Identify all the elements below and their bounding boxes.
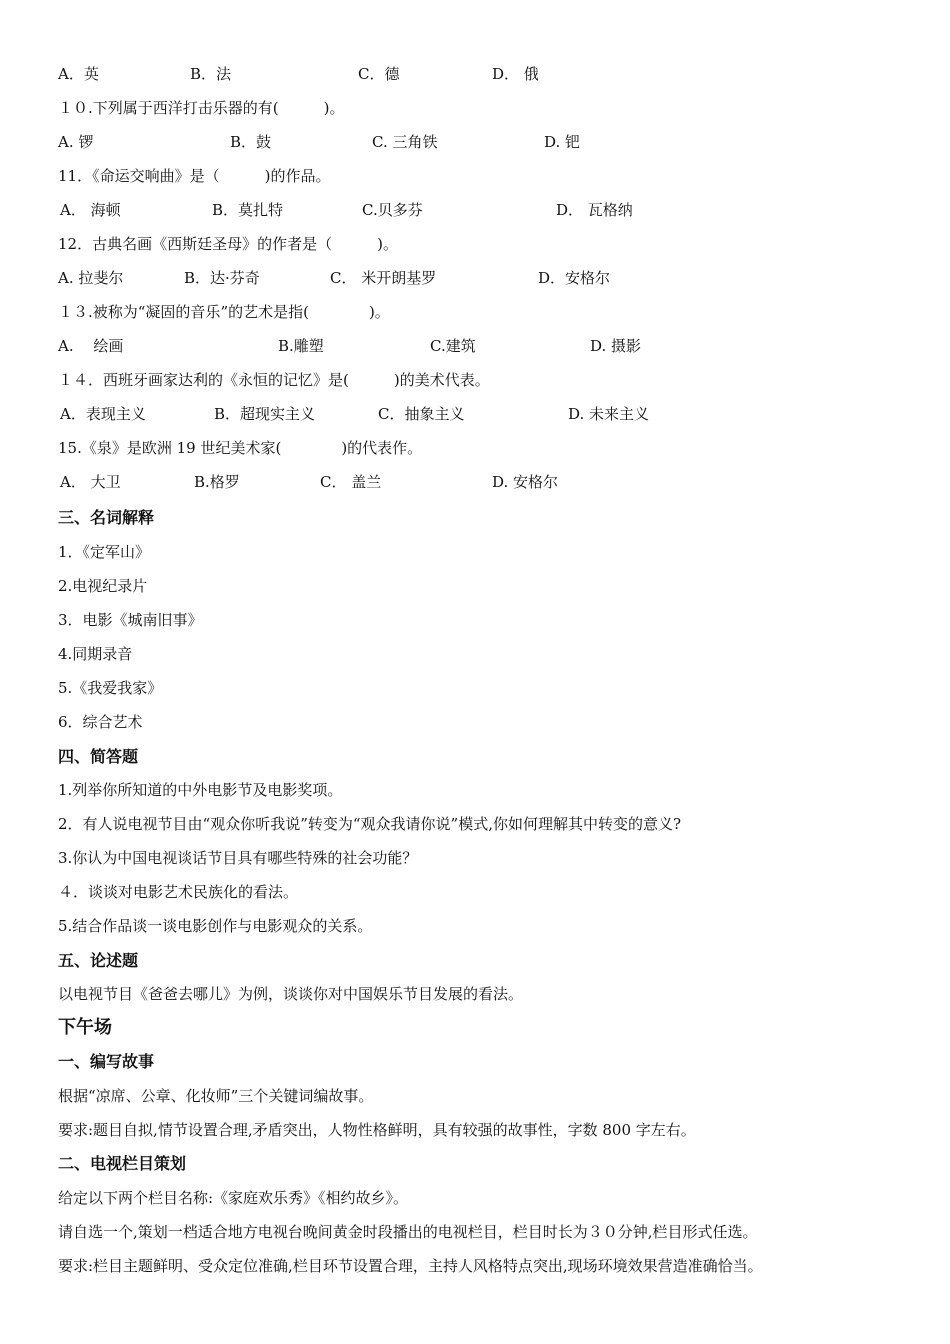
term-item: 2.电视纪录片 — [58, 577, 148, 595]
term-item: 4.同期录音 — [58, 645, 133, 663]
q10-option-b: B．鼓 — [230, 133, 272, 151]
q13-option-c: C.建筑 — [430, 337, 476, 355]
q12-option-a: A. 拉斐尔 — [58, 269, 124, 287]
q12-option-b: B．达·芬奇 — [184, 269, 260, 287]
q13-stem: １３.被称为“凝固的音乐”的艺术是指( )。 — [58, 303, 390, 321]
q14-option-a: A．表现主义 — [60, 405, 146, 423]
section-5-heading: 五、论述题 — [58, 951, 139, 970]
section-3-heading: 三、名词解释 — [58, 508, 155, 527]
q10-option-a: A. 锣 — [58, 133, 94, 151]
question-item: 2．有人说电视节目由“观众你听我说”转变为“观众我请你说”模式,你如何理解其中转变的意义? — [58, 815, 682, 833]
tv-planning-requirements: 要求:栏目主题鲜明、受众定位准确,栏目环节设置合理，主持人风格特点突出,现场环境效果营造准确恰当。 — [58, 1257, 763, 1275]
story-prompt: 根据“凉席、公章、化妆师”三个关键词编故事。 — [58, 1087, 374, 1105]
q13-option-a: A. 绘画 — [58, 337, 124, 355]
q14-option-d: D. 未来主义 — [568, 405, 650, 423]
q11-option-d: D． 瓦格纳 — [556, 201, 633, 219]
q10-stem: １０.下列属于西洋打击乐器的有( )。 — [58, 99, 345, 117]
q10-option-d: D. 钯 — [544, 133, 581, 151]
q13-option-d: D. 摄影 — [590, 337, 642, 355]
term-item: 1．《定军山》 — [58, 543, 151, 561]
question-item: ４．谈谈对电影艺术民族化的看法。 — [58, 883, 299, 901]
question-item: 3.你认为中国电视谈话节目具有哪些特殊的社会功能？ — [58, 849, 418, 867]
story-requirements: 要求:题目自拟,情节设置合理,矛盾突出，人物性格鲜明，具有较强的故事性，字数 800 字左右。 — [58, 1121, 696, 1139]
q11-option-a: A． 海顿 — [60, 201, 121, 219]
q15-stem: 15.《泉》是欧洲 19 世纪美术家( )的代表作。 — [58, 439, 423, 457]
q15-option-c: C． 盖兰 — [320, 473, 382, 491]
afternoon-title: 下午场 — [58, 1017, 112, 1038]
q14-stem: １４．西班牙画家达利的《永恒的记忆》是( )的美术代表。 — [58, 371, 490, 389]
tv-planning-prompt: 给定以下两个栏目名称:《家庭欢乐秀》《相约故乡》。 — [58, 1189, 409, 1207]
q14-option-c: C．抽象主义 — [378, 405, 465, 423]
essay-question: 以电视节目《爸爸去哪儿》为例，谈谈你对中国娱乐节目发展的看法。 — [58, 985, 524, 1003]
q14-option-b: B．超现实主义 — [214, 405, 316, 423]
q11-stem: 11．《命运交响曲》是（ )的作品。 — [58, 167, 331, 185]
q11-option-b: B．莫扎特 — [212, 201, 284, 219]
q12-option-c: C． 米开朗基罗 — [330, 269, 437, 287]
q13-option-b: B.雕塑 — [278, 337, 324, 355]
q15-option-a: A． 大卫 — [60, 473, 121, 491]
q9-option-b: B．法 — [190, 65, 232, 83]
q15-option-d: D. 安格尔 — [492, 473, 559, 491]
q9-option-c: C．德 — [358, 65, 400, 83]
q12-stem: 12．古典名画《西斯廷圣母》的作者是（ )。 — [58, 235, 398, 253]
section-4-heading: 四、简答题 — [58, 747, 139, 766]
tv-planning-task: 请自选一个,策划一档适合地方电视台晚间黄金时段播出的电视栏目，栏目时长为３０分钟,栏目形式任选。 — [58, 1223, 758, 1241]
question-item: 1.列举你所知道的中外电影节及电影奖项。 — [58, 781, 343, 799]
q15-option-b: B.格罗 — [194, 473, 240, 491]
q11-option-c: C.贝多芬 — [362, 201, 423, 219]
term-item: 6．综合艺术 — [58, 713, 143, 731]
q10-option-c: C. 三角铁 — [372, 133, 438, 151]
q9-option-a: A．英 — [58, 65, 99, 83]
tv-planning-heading: 二、电视栏目策划 — [58, 1154, 187, 1173]
q9-option-d: D． 俄 — [492, 65, 539, 83]
term-item: 5.《我爱我家》 — [58, 679, 163, 697]
q12-option-d: D．安格尔 — [538, 269, 611, 287]
term-item: 3．电影《城南旧事》 — [58, 611, 203, 629]
story-heading: 一、编写故事 — [58, 1052, 155, 1071]
question-item: 5.结合作品谈一谈电影创作与电影观众的关系。 — [58, 917, 373, 935]
